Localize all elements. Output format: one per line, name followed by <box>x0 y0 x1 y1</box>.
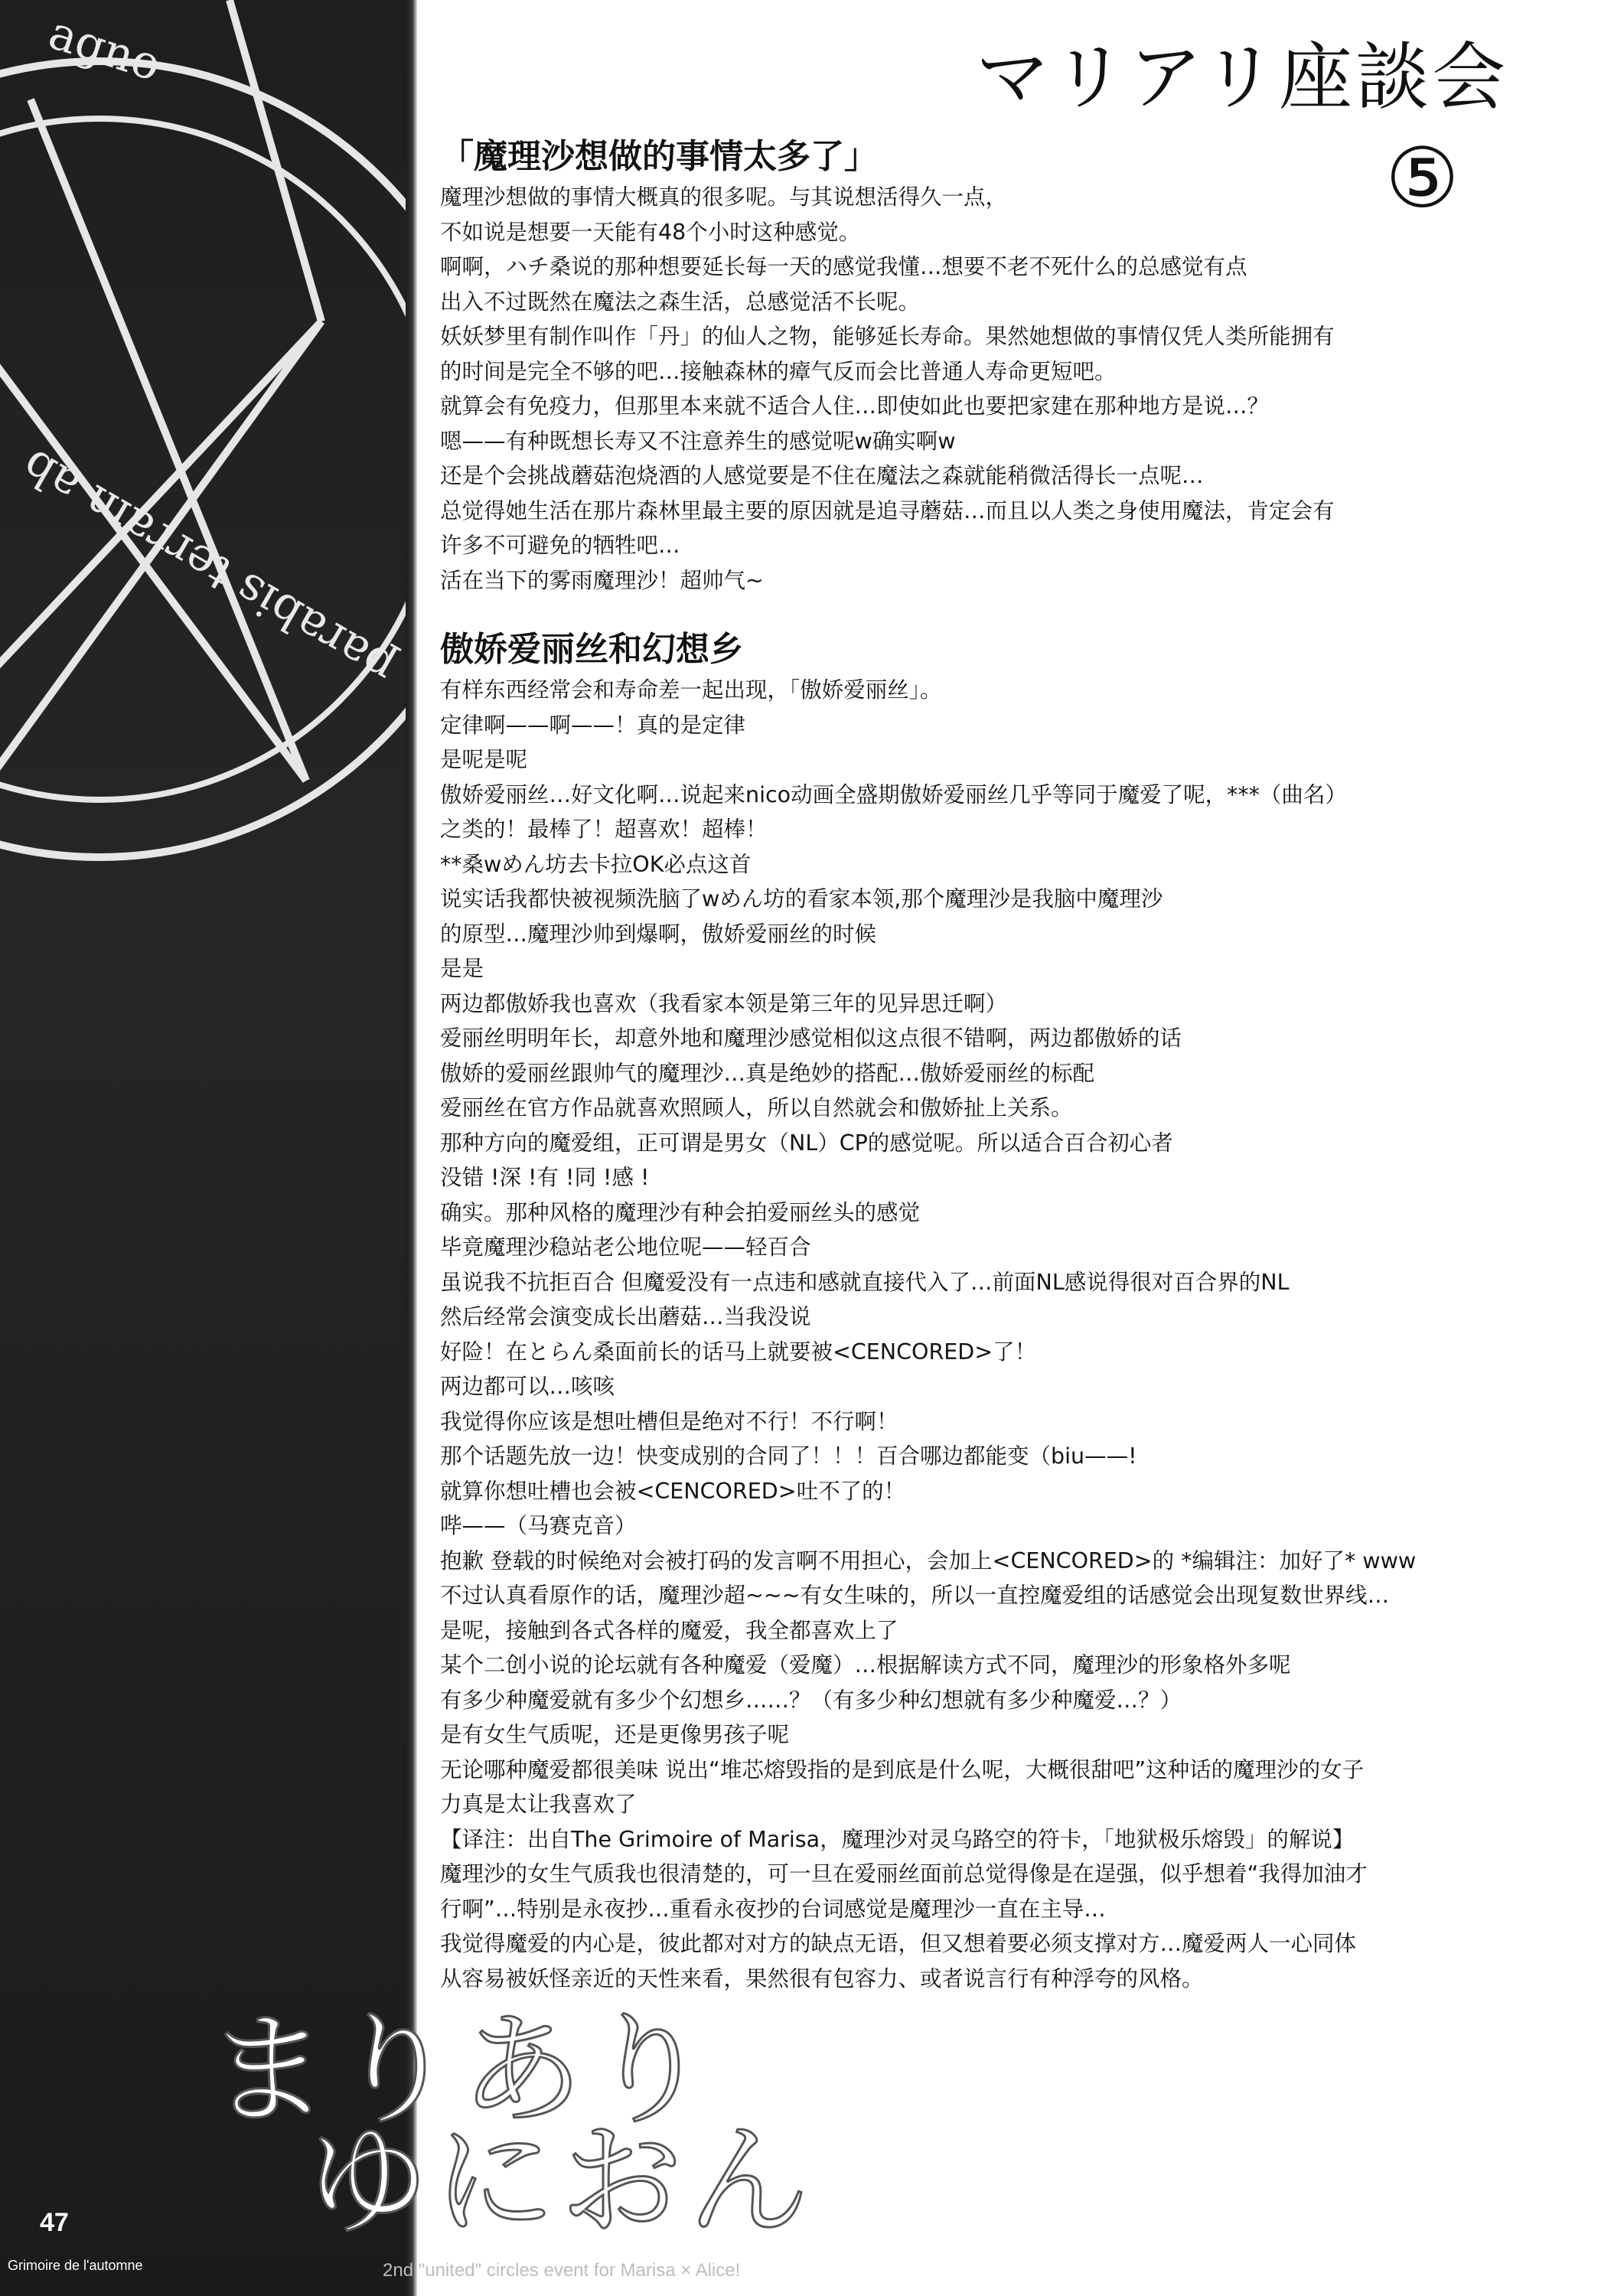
paragraph-line: 然后经常会演变成长出蘑菇…当我没说 <box>440 1304 811 1329</box>
paragraph-line: 说实话我都快被视频洗脑了wめん坊的看家本领,那个魔理沙是我脑中魔理沙 <box>440 886 1163 912</box>
footer-note: Grimoire de l'automne <box>8 2258 143 2273</box>
paragraph-line: 我觉得魔爱的内心是，彼此都对对方的缺点无语，但又想着要必须支撑对方…魔爱两人一心同体 <box>440 1931 1357 1956</box>
paragraph-line: 毕竟魔理沙稳站老公地位呢——轻百合 <box>440 1234 811 1260</box>
paragraph-line: 就算会有免疫力，但那里本来就不适合人住…即使如此也要把家建在那种地方是说…？ <box>440 393 1270 419</box>
paragraph-line: 无论哪种魔爱都很美味 说出“堆芯熔毁指的是到底是什么呢，大概很甜吧”这种话的魔理沙的女子 <box>440 1756 1365 1782</box>
paragraph-line: 总觉得她生活在那片森林里最主要的原因就是追寻蘑菇…而且以人类之身使用魔法，肯定会有 <box>440 497 1335 523</box>
paragraph-line: 傲娇的爱丽丝跟帅气的魔理沙…真是绝妙的搭配…傲娇爱丽丝的标配 <box>440 1060 1095 1086</box>
paragraph-line: 没错 !深 !有 !同 !感 ! <box>440 1165 650 1190</box>
magic-circle-icon <box>0 0 417 1087</box>
paragraph-line: 活在当下的雾雨魔理沙！超帅气~ <box>440 567 764 593</box>
paragraph-line: 某个二创小说的论坛就有各种魔爱（爱魔）…根据解读方式不同，魔理沙的形象格外多呢 <box>440 1652 1291 1678</box>
paragraph-line: 嗯——有种既想长寿又不注意养生的感觉呢w确实啊w <box>440 428 956 454</box>
paragraph-line: 就算你想吐槽也会被<CENCORED>吐不了的！ <box>440 1478 906 1504</box>
paragraph-line: 许多不可避免的牺牲吧… <box>440 533 680 558</box>
logo-line-2: ゆにおん <box>306 2109 815 2252</box>
paragraph-line: 爱丽丝明明年长，却意外地和魔理沙感觉相似这点很不错啊，两边都傲娇的话 <box>440 1026 1182 1051</box>
paragraph-line: 那个话题先放一边！快变成别的合同了！！！百合哪边都能变（biu——! <box>440 1443 1137 1469</box>
paragraph-line: 是呢是呢 <box>440 747 528 772</box>
paragraph-line: 不过认真看原作的话，魔理沙超~~~有女生味的，所以一直控魔爱组的话感觉会出现复数世界线… <box>440 1583 1390 1608</box>
paragraph-line: 是有女生气质呢，还是更像男孩子呢 <box>440 1722 790 1747</box>
paragraph-line: 妖妖梦里有制作叫作「丹」的仙人之物，能够延长寿命。果然她想做的事情仅凭人类所能拥有 <box>440 324 1335 349</box>
paragraph-line: 从容易被妖怪亲近的天性来看，果然很有包容力、或者说言行有种浮夸的风格。 <box>440 1965 1204 1991</box>
paragraph-line: 还是个会挑战蘑菇泡烧酒的人感觉要是不住在魔法之森就能稍微活得长一点呢… <box>440 463 1204 488</box>
paragraph-line: 抱歉 登载的时候绝对会被打码的发言啊不用担心，会加上<CENCORED>的 *编辑注：加好了* www <box>440 1548 1417 1574</box>
paragraph-line: 魔理沙的女生气质我也很清楚的，可一旦在爱丽丝面前总觉得像是在逞强，似乎想着“我得加油才 <box>440 1861 1368 1887</box>
paragraph-line: 魔理沙想做的事情大概真的很多呢。与其说想活得久一点， <box>440 184 1008 210</box>
paragraph-line: 爱丽丝在官方作品就喜欢照顾人，所以自然就会和傲娇扯上关系。 <box>440 1095 1073 1120</box>
paragraph-line: 啊啊，ハチ桑说的那种想要延长每一天的感觉我懂…想要不老不死什么的总感觉有点 <box>440 254 1247 279</box>
paragraph-line: **桑wめん坊去卡拉OK必点这首 <box>440 851 752 877</box>
paragraph-line: 力真是太让我喜欢了 <box>440 1792 637 1817</box>
logo-subtitle: 2nd "united" circles event for Marisa × Alice! <box>383 2260 741 2281</box>
paragraph-line: 出入不过既然在魔法之森生活，总感觉活不长呢。 <box>440 289 921 315</box>
paragraph-line: 哔——（马赛克音） <box>440 1513 637 1538</box>
paragraph-line: 的时间是完全不够的吧…接触森林的瘴气反而会比普通人寿命更短吧。 <box>440 358 1117 384</box>
paragraph-line: 是呢，接触到各式各样的魔爱，我全都喜欢上了 <box>440 1617 898 1643</box>
section-title-1: 「魔理沙想做的事情太多了」 <box>440 137 878 176</box>
logo-line-1: まりあり <box>207 1998 716 2141</box>
paragraph-line: 两边都可以…咳咳 <box>440 1374 615 1399</box>
paragraph-line: 那种方向的魔爱组，正可谓是男女（NL）CP的感觉呢。所以适合百合初心者 <box>440 1130 1173 1156</box>
paragraph-line: 好险！在とらん桑面前长的话马上就要被<CENCORED>了！ <box>440 1339 1037 1365</box>
event-logo <box>191 1998 815 2285</box>
left-decorative-band <box>0 0 417 2296</box>
band-edge <box>406 0 417 2296</box>
paragraph-line: 傲娇爱丽丝…好文化啊…说起来nico动画全盛期傲娇爱丽丝几乎等同于魔爱了呢，***（曲名） <box>440 781 1347 807</box>
series-title: マリアリ座談会 <box>976 34 1509 120</box>
paragraph-line: 【译注：出自The Grimoire of Marisa，魔理沙对灵乌路空的符卡，「地狱极乐熔毁」的解说】 <box>440 1826 1355 1852</box>
paragraph-line: 有样东西经常会和寿命差一起出现，「傲娇爱丽丝」。 <box>440 677 942 703</box>
paragraph-line: 是是 <box>440 956 484 981</box>
paragraph-line: 有多少种魔爱就有多少个幻想乡……？（有多少种幻想就有多少种魔爱…？） <box>440 1687 1182 1713</box>
circle-lettering-top: agno <box>42 5 168 93</box>
paragraph-line: 行啊”…特别是永夜抄…重看永夜抄的台词感觉是魔理沙一直在主导… <box>440 1896 1106 1922</box>
paragraph-line: 确实。那种风格的魔理沙有种会拍爱丽丝头的感觉 <box>440 1199 921 1225</box>
paragraph-line: 虽说我不抗拒百合 但魔爱没有一点违和感就直接代入了…前面NL感说得很对百合界的NL <box>440 1269 1290 1295</box>
section-title-2: 傲娇爱丽丝和幻想乡 <box>440 630 743 669</box>
series-number: ⑤ <box>1385 131 1459 227</box>
paragraph-line: 不如说是想要一天能有48个小时这种感觉。 <box>440 219 861 245</box>
circle-lettering: parabis terram ab <box>13 438 404 695</box>
section-body-2 <box>440 673 1580 1996</box>
article-column <box>440 131 1580 1996</box>
section-body-1 <box>440 180 1580 598</box>
paragraph-line: 之类的！最棒了！超喜欢！超棒！ <box>440 817 768 842</box>
paragraph-line: 定律啊——啊——！真的是定律 <box>440 712 746 738</box>
paragraph-line: 的原型…魔理沙帅到爆啊，傲娇爱丽丝的时候 <box>440 921 877 947</box>
paragraph-line: 两边都傲娇我也喜欢（我看家本领是第三年的见异思迁啊） <box>440 990 1008 1016</box>
paragraph-line: 我觉得你应该是想吐槽但是绝对不行！不行啊！ <box>440 1408 898 1434</box>
page-number: 47 <box>40 2208 69 2237</box>
